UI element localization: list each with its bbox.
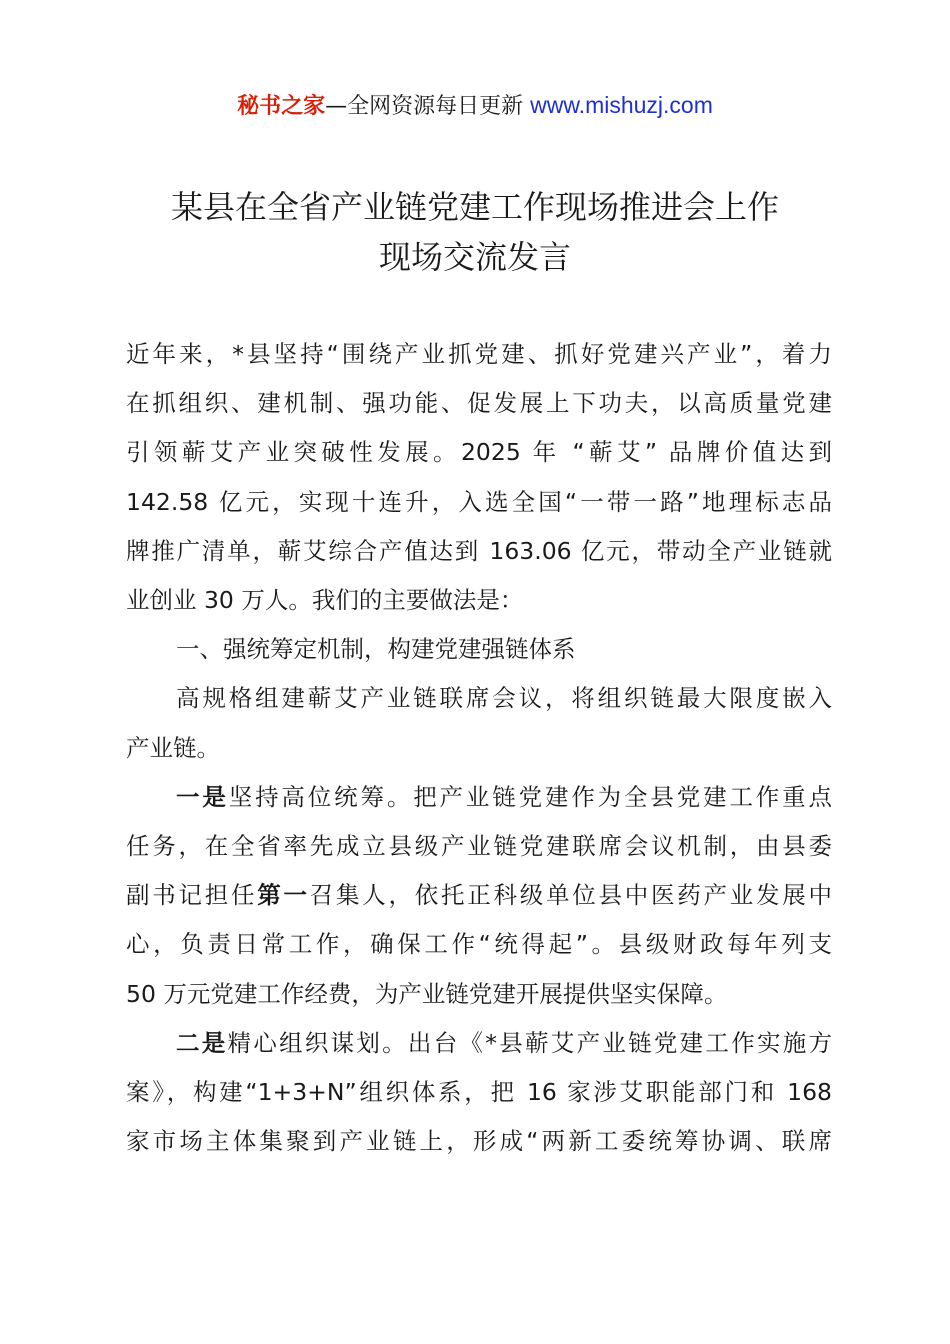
text-line: [126, 773, 832, 822]
title-line-2: 现场交流发言: [378, 238, 571, 276]
text-line: 牌推广清单，蕲艾综合产值达到 163.06 亿元，带动全产业链就: [126, 536, 832, 565]
paragraph-point-1: [126, 773, 832, 1019]
brand-name: 秘书之家: [237, 94, 326, 119]
paragraph-point-2: [126, 1019, 832, 1167]
text-line: 家市场主体集聚到产业链上，形成“两新工委统筹协调、联席: [126, 1127, 832, 1156]
point-1-lead: 一是: [176, 782, 229, 811]
section-heading-text: 一、强统筹定机制，构建党建强链体系: [176, 635, 576, 664]
text-fragment: 坚持高位统筹。把产业链党建作为全县党建工作重点: [228, 782, 833, 811]
text-fragment: 召集人，依托正科级单位县中医药产业发展中: [309, 881, 832, 910]
point-2-lead: 二是: [176, 1028, 228, 1057]
paragraph-section-intro: [126, 674, 832, 772]
section-heading-1: [126, 625, 832, 674]
text-line: 引领蕲艾产业突破性发展。2025 年 “蕲艾” 品牌价值达到: [126, 438, 832, 467]
inline-bold-term: 第一: [257, 881, 310, 910]
text-fragment: 副书记担任: [126, 881, 258, 910]
text-fragment: 精心组织谋划。出台《*县蕲艾产业链党建工作实施方: [227, 1028, 833, 1057]
title-line-1: 某县在全省产业链党建工作现场推进会上作: [170, 188, 779, 226]
site-url-link[interactable]: www.mishuzj.com: [530, 92, 713, 118]
text-line: 在抓组织、建机制、强功能、促发展上下功夫，以高质量党建: [126, 389, 832, 418]
text-line: 50 万元党建工作经费，为产业链党建开展提供坚实保障。: [126, 979, 728, 1008]
document-body: [126, 330, 832, 1166]
site-header: [0, 88, 950, 124]
text-line: 142.58 亿元，实现十连升，入选全国“一带一路”地理标志品: [126, 487, 832, 516]
text-line: 心，负责日常工作，确保工作“统得起”。县级财政每年列支: [126, 930, 832, 959]
text-line: [126, 1019, 832, 1068]
text-line: 案》，构建“1+3+N”组织体系，把 16 家涉艾职能部门和 168: [126, 1078, 832, 1107]
text-line: 高规格组建蕲艾产业链联席会议，将组织链最大限度嵌入: [176, 684, 832, 713]
page-title: [120, 182, 830, 282]
text-line: 业创业 30 万人。我们的主要做法是：: [126, 586, 524, 615]
text-line: 产业链。: [126, 733, 220, 762]
paragraph-intro: [126, 330, 832, 625]
text-line: 任务，在全省率先成立县级产业链党建联席会议机制，由县委: [126, 832, 832, 861]
header-tagline: —全网资源每日更新: [325, 94, 531, 119]
text-line: 近年来，*县坚持“围绕产业抓党建、抓好党建兴产业”，着力: [126, 340, 832, 368]
text-line: [126, 871, 832, 920]
